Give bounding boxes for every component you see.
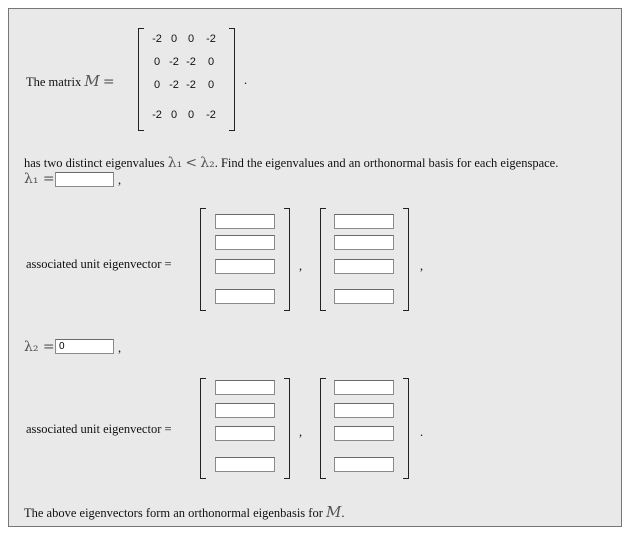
matrix-symbol: M [84,72,100,90]
matrix-cell: -2 [206,33,216,45]
matrix-cell: 0 [153,79,161,91]
eigenvector-2a-entry-2[interactable] [215,403,275,418]
vector-set-1-end: , [420,259,424,273]
vector-set-2-end: . [420,425,424,439]
less-than-sign: < [185,155,198,171]
vector-right-bracket [403,378,409,479]
matrix-cell: 0 [207,56,215,68]
lambda1-input[interactable] [55,172,114,187]
matrix-cell: -2 [152,109,162,121]
eigenvector-2b-entry-3[interactable] [334,426,394,441]
matrix-cell: -2 [186,56,196,68]
eigenvector-1a-entry-4[interactable] [215,289,275,304]
eigenvector-2a-entry-4[interactable] [215,457,275,472]
eigenvector-2b-entry-2[interactable] [334,403,394,418]
matrix-cell: 0 [170,109,178,121]
matrix-cell: 0 [207,79,215,91]
matrix-left-bracket [138,28,144,131]
matrix-cell: 0 [187,33,195,45]
problem-statement [24,155,558,171]
vector-left-bracket [200,378,206,479]
lambda1-label: λ₁ = [24,171,55,187]
eigenvector-1a-entry-3[interactable] [215,259,275,274]
lambda1-symbol: λ₁ [167,155,183,171]
vector-left-bracket [200,208,206,311]
statement-suffix: . Find the eigenvalues and an orthonormal basis for each eigenspace. [214,156,559,170]
vector-left-bracket [320,208,326,311]
lambda2-comma: , [118,341,122,355]
footer-statement [24,503,344,521]
eigenvector-1b-entry-3[interactable] [334,259,394,274]
lambda1-comma: , [118,173,122,187]
lambda2-symbol: λ₂ [200,155,215,171]
footer-matrix-symbol: M [325,503,342,521]
eigenvector-2b-entry-4[interactable] [334,457,394,472]
eigenvector-1a-entry-1[interactable] [215,214,275,229]
matrix-cell: -2 [206,109,216,121]
vector-separator: , [299,259,303,273]
lambda2-label: λ₂ = [24,339,55,355]
matrix-cell: -2 [186,79,196,91]
vector-right-bracket [284,208,290,311]
matrix-cell: -2 [169,56,179,68]
matrix-cell: 0 [153,56,161,68]
eigenvector-1b-entry-4[interactable] [334,289,394,304]
eigenvector-2a-entry-3[interactable] [215,426,275,441]
matrix-period: . [244,73,248,87]
vector-left-bracket [320,378,326,479]
vector-separator: , [299,425,303,439]
matrix-cell: 0 [187,109,195,121]
matrix-intro-label: The matrix [26,75,82,89]
matrix-cell: 0 [170,33,178,45]
eigenvector-1b-entry-1[interactable] [334,214,394,229]
matrix-intro [26,72,115,90]
eigenvector-2b-entry-1[interactable] [334,380,394,395]
footer-text: The above eigenvectors form an orthonormal eigenbasis for [24,506,323,520]
vector-right-bracket [284,378,290,479]
vector-right-bracket [403,208,409,311]
equals-sign: = [102,74,115,90]
eigenvector-1a-entry-2[interactable] [215,235,275,250]
matrix-right-bracket [229,28,235,131]
statement-prefix: has two distinct eigenvalues [24,156,165,170]
matrix-cell: -2 [152,33,162,45]
eigenvector-2a-entry-1[interactable] [215,380,275,395]
lambda2-input[interactable] [55,339,114,354]
eigenvector-1b-entry-2[interactable] [334,235,394,250]
matrix-cell: -2 [169,79,179,91]
eigenvector-label-1: associated unit eigenvector = [26,257,172,271]
footer-period: . [341,506,345,520]
eigenvector-label-2: associated unit eigenvector = [26,422,172,436]
